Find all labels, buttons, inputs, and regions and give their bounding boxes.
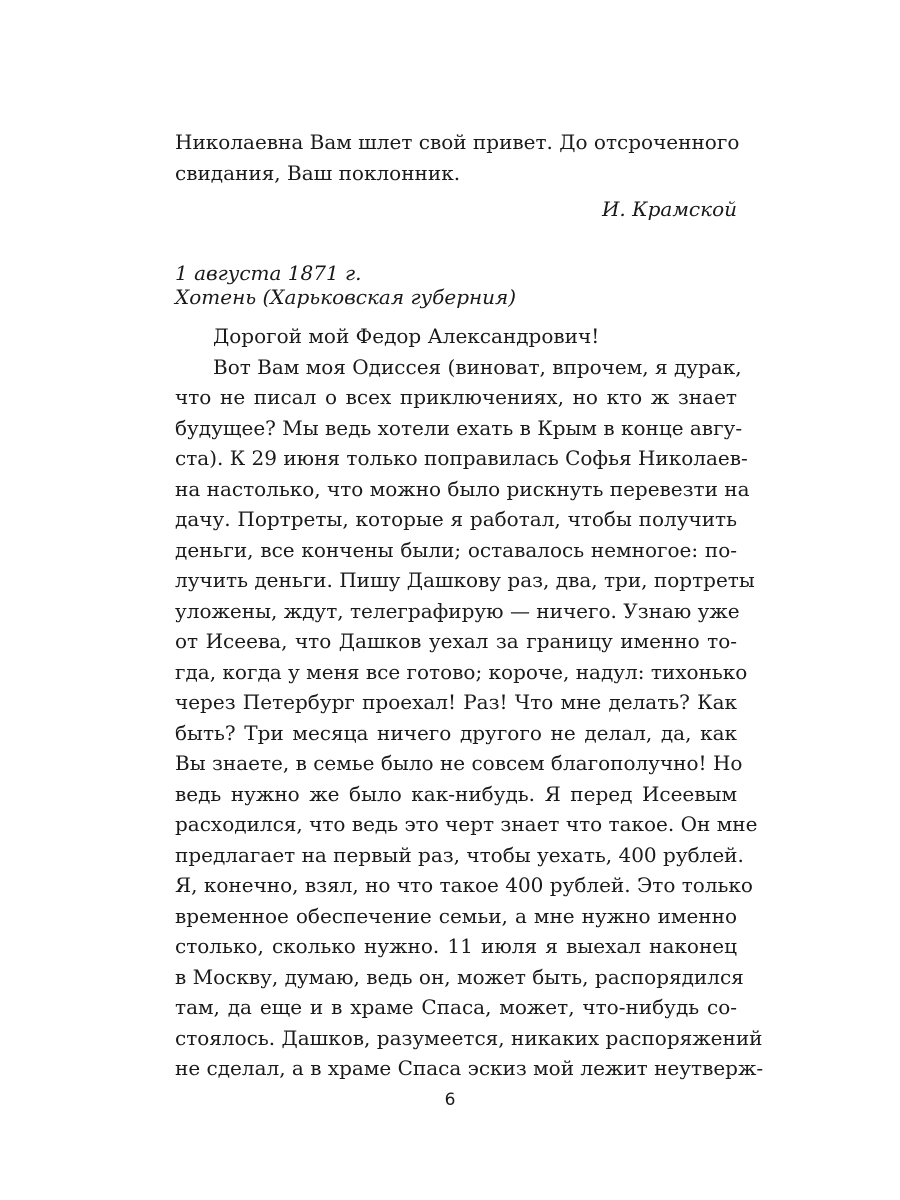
text-line: там, да еще и в храме Спаса, может, что-нибудь со- xyxy=(175,995,737,1019)
text-line: стоялось. Дашков, разумеется, никаких распоряжений xyxy=(175,1025,763,1050)
text-line: быть? Три месяца ничего другого не делал, да, как xyxy=(175,720,737,745)
text-line: в Москву, думаю, ведь он, может быть, распорядился xyxy=(175,964,744,989)
text-line: свидания, Ваш поклонник. xyxy=(175,160,461,185)
text-line: дачу. Портреты, которые я работал, чтобы получить xyxy=(175,507,737,531)
text-line: Вот Вам моя Одиссея (виноват, впрочем, я дурак, xyxy=(213,354,742,379)
text-line: расходился, что ведь это черт знает что такое. Он мне xyxy=(175,812,758,836)
signature: И. Крамской xyxy=(601,197,737,221)
text-line: что не писал о всех приключениях, но кто ж знает xyxy=(175,385,737,409)
text-line: деньги, все кончены были; оставалось немногое: по- xyxy=(175,537,737,562)
text-line: временное обеспечение семьи, а мне нужно именно xyxy=(175,903,737,928)
text-line: гда, когда у меня все готово; короче, надул: тихонько xyxy=(175,659,748,684)
letter-place: Хотень (Харьковская губерния) xyxy=(175,285,517,309)
text-line: на настолько, что можно было рискнуть перевезти на xyxy=(175,476,750,501)
letter-greeting: Дорогой мой Федор Александрович! xyxy=(213,324,600,348)
text-line: будущее? Мы ведь хотели ехать в Крым в конце авгу- xyxy=(175,415,743,440)
text-line: ста). К 29 июня только поправилась Софья Николаев- xyxy=(175,446,748,470)
page-number: 6 xyxy=(444,1090,456,1110)
text-line: Я, конечно, взял, но что такое 400 рублей. Это только xyxy=(175,873,753,897)
letter-date: 1 августа 1871 г. xyxy=(175,261,362,285)
letter-body xyxy=(175,321,764,1084)
text-line: лучить деньги. Пишу Дашкову раз, два, три, портреты xyxy=(175,568,755,592)
text-line: предлагает на первый раз, чтобы уехать, 400 рублей. xyxy=(175,842,744,867)
text-line: столько, сколько нужно. 11 июля я выехал наконец xyxy=(175,934,737,958)
text-line: Николаевна Вам шлет свой привет. До отсроченного xyxy=(175,130,740,154)
text-line: Вы знаете, в семье было не совсем благополучно! Но xyxy=(175,751,743,775)
text-line: ведь нужно же было как-нибудь. Я перед Исеевым xyxy=(175,781,737,806)
intro-paragraph xyxy=(175,127,740,188)
text-line: от Исеева, что Дашков уехал за границу именно то- xyxy=(175,629,737,653)
text-line: не сделал, а в храме Спаса эскиз мой лежит неутверж- xyxy=(175,1056,764,1080)
text-line: через Петербург проехал! Раз! Что мне делать? Как xyxy=(175,690,737,714)
text-line: уложены, ждут, телеграфирую — ничего. Узнаю уже xyxy=(175,598,740,623)
letter-heading xyxy=(175,261,737,309)
